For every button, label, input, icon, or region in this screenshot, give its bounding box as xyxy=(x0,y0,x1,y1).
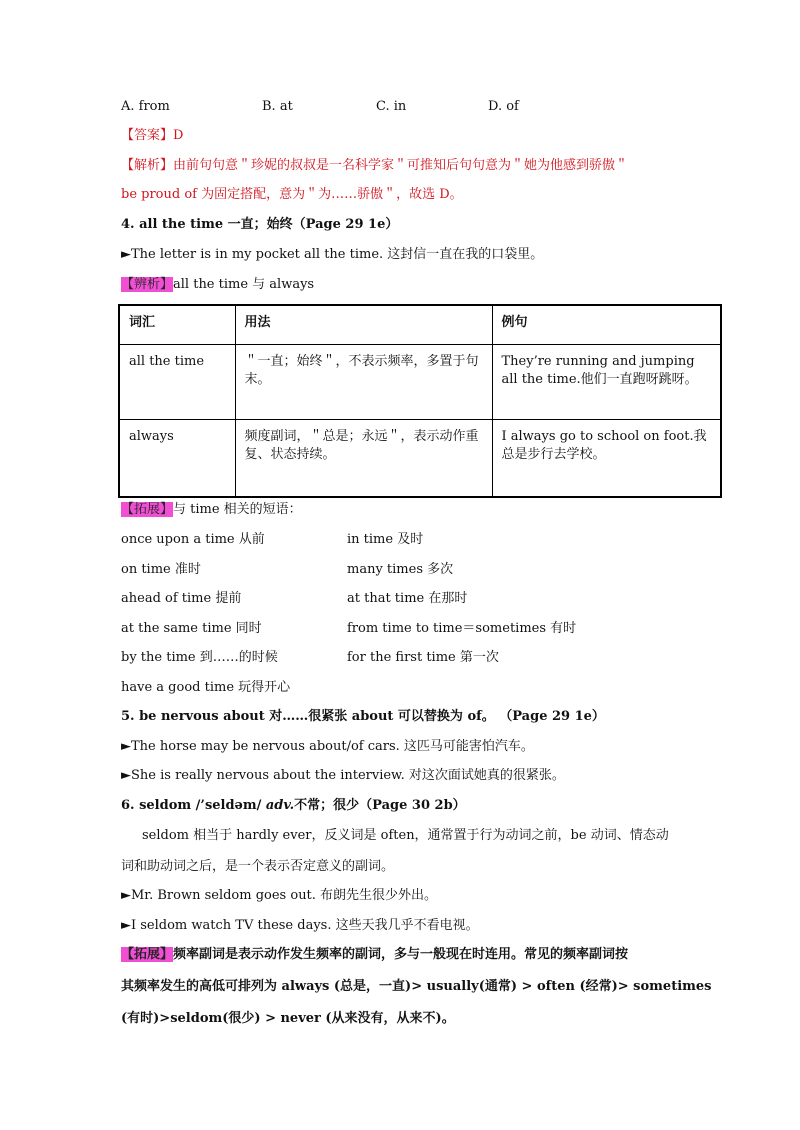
extend-text-1: 与 time 相关的短语： xyxy=(173,502,302,517)
phrase-left: ahead of time 提前 xyxy=(121,591,242,606)
compare-line xyxy=(121,276,314,294)
table-header-cell: 例句 xyxy=(492,305,721,345)
option-d: D. of xyxy=(488,99,519,114)
option-b: B. at xyxy=(262,99,293,114)
phrase-left: at the same time 同时 xyxy=(121,621,262,636)
phrase-right: many times 多次 xyxy=(347,562,454,577)
item6-example-2: ►I seldom watch TV these days. 这些天我几乎不看电视。 xyxy=(121,918,479,933)
item6-heading-pos: adv. xyxy=(265,798,295,813)
table-cell: all the time xyxy=(119,345,235,420)
extend-line-2 xyxy=(121,946,628,964)
table-cell: I always go to school on foot.我总是步行去学校。 xyxy=(492,420,721,498)
item5-heading: 5. be nervous about 对……很紧张 about 可以替换为 of。 （Page 29 1e） xyxy=(121,709,605,724)
table-cell: ＂一直；始终＂，不表示频率，多置于句末。 xyxy=(235,345,492,420)
option-c: C. in xyxy=(376,99,407,114)
phrase-left: by the time 到……的时候 xyxy=(121,650,278,665)
comparison-table xyxy=(118,304,722,498)
phrase-right: from time to time＝sometimes 有时 xyxy=(347,621,577,636)
phrase-left: on time 准时 xyxy=(121,562,201,577)
table-cell: They’re running and jumping all the time.他们一直跑呀跳呀。 xyxy=(492,345,721,420)
answer-line: 【答案】D xyxy=(121,128,184,143)
phrase-right: in time 及时 xyxy=(347,532,424,547)
table-row xyxy=(119,345,721,420)
extend-line-4: (有时)>seldom(很少) > never (从来没有，从来不)。 xyxy=(121,1011,455,1026)
item6-heading xyxy=(121,797,466,815)
item6-example-1: ►Mr. Brown seldom goes out. 布朗先生很少外出。 xyxy=(121,888,438,903)
extend-line-1 xyxy=(121,501,302,519)
extend-tag-2: 【拓展】 xyxy=(121,947,174,962)
item4-heading: 4. all the time 一直；始终（Page 29 1e） xyxy=(121,217,399,232)
extend-text-2: 频率副词是表示动作发生频率的副词，多与一般现在时连用。常见的频率副词按 xyxy=(173,947,629,962)
option-a: A. from xyxy=(121,99,170,114)
item6-paragraph-1: seldom 相当于 hardly ever，反义词是 often，通常置于行为动词之前，be 动词、情态动 xyxy=(142,828,669,843)
item5-example-2: ►She is really nervous about the interview. 对这次面试她真的很紧张。 xyxy=(121,768,565,783)
phrase-right: for the first time 第一次 xyxy=(347,650,499,665)
phrase-left: once upon a time 从前 xyxy=(121,532,265,547)
table-header-row xyxy=(119,305,721,345)
table-header-cell: 用法 xyxy=(235,305,492,345)
item6-heading-meaning: 不常；很少（Page 30 2b） xyxy=(294,798,466,813)
table-header-cell: 词汇 xyxy=(119,305,235,345)
table-cell: 频度副词，＂总是；永远＂，表示动作重复、状态持续。 xyxy=(235,420,492,498)
compare-tag: 【辨析】 xyxy=(121,277,174,292)
analysis-line-2: be proud of 为固定搭配，意为＂为……骄傲＂，故选 D。 xyxy=(121,187,463,202)
item5-example-1: ►The horse may be nervous about/of cars. 这匹马可能害怕汽车。 xyxy=(121,739,534,754)
item6-paragraph-2: 词和助动词之后，是一个表示否定意义的副词。 xyxy=(121,859,395,874)
analysis-line-1: 【解析】由前句句意＂珍妮的叔叔是一名科学家＂可推知后句句意为＂她为他感到骄傲＂ xyxy=(121,158,629,173)
item6-heading-word: 6. seldom /’seldəm/ xyxy=(121,798,266,813)
extend-line-3: 其频率发生的高低可排列为 always (总是，一直)> usually(通常) > often (经常)> sometimes xyxy=(121,979,712,994)
phrase-left: have a good time 玩得开心 xyxy=(121,680,291,695)
extend-tag-1: 【拓展】 xyxy=(121,502,174,517)
compare-text: all the time 与 always xyxy=(173,277,315,292)
phrase-right: at that time 在那时 xyxy=(347,591,468,606)
table-cell: always xyxy=(119,420,235,498)
table-row xyxy=(119,420,721,498)
item4-example: ►The letter is in my pocket all the time. 这封信一直在我的口袋里。 xyxy=(121,247,544,262)
